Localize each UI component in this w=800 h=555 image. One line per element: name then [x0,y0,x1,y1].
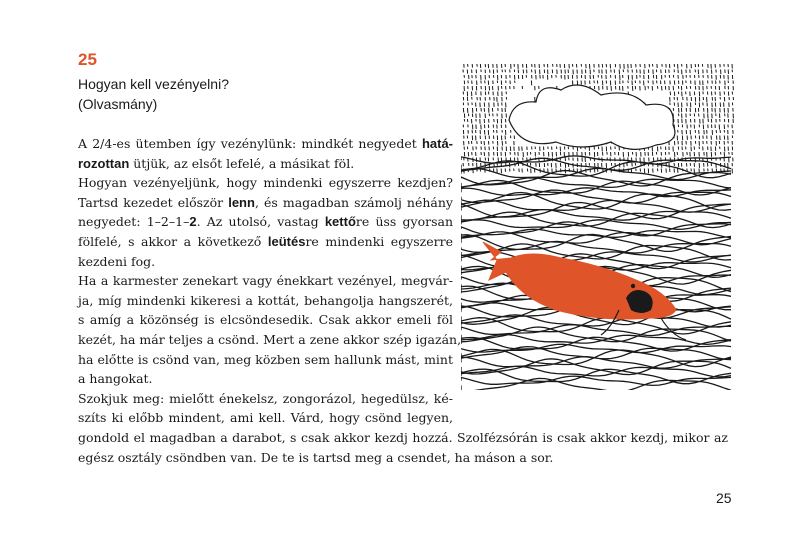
text-line [78,232,453,252]
text-run: negyedet: 1–2–1– [78,214,190,230]
text-line [78,173,453,193]
page-number: 25 [716,490,732,506]
text-line [78,252,453,272]
text-line [78,271,453,291]
bold-term: kettő [324,214,356,230]
text-run: A 2/4-es ütemben így vezénylünk: mindkét negyedet [78,136,422,151]
whale-on-waves-illustration [461,60,736,390]
bold-term: lenn [228,194,255,210]
text-run: . Az utolsó, vastag [196,214,325,230]
bold-term: leütés [267,233,306,249]
bold-term: hatá- [421,136,453,151]
text-line [78,193,453,213]
lesson-number: 25 [78,50,97,69]
text-run: re üss gyorsan [355,214,453,230]
text-line [78,350,453,370]
text-line [78,428,728,448]
lesson-title: Hogyan kell vezényelni? [78,76,229,92]
text-line [78,389,453,409]
bold-term: rozottan [78,155,130,171]
text-line [78,154,453,174]
text-run: re mindenki egyszerre [305,233,454,249]
text-line [78,448,728,468]
text-run: egész osztály csöndben van. De te is tartsd meg a csendet, ha máson a sor. [78,449,554,465]
text-run: a hangokat. [78,371,153,387]
text-line [78,310,453,330]
text-run: gondold el magadban a darabot, s csak akkor kezdj hozzá. Szolfézsórán is csak akkor kezdj, mikor az [78,429,728,445]
text-run: , és magadban számolj néhány [254,194,453,210]
text-line [78,134,453,154]
text-line [78,330,462,350]
lesson-subtitle: (Olvasmány) [78,96,158,112]
text-line [78,212,453,232]
text-line [78,408,453,428]
text-run: ja, míg mindenki kikeresi a kottát, behangolja hangszerét, [78,292,453,308]
text-run: szíts ki előbb mindent, ami kell. Várd, hogy csönd legyen, [78,410,453,426]
text-run: ha előtte is csönd van, meg közben sem hallunk mást, mint [78,351,453,367]
text-run: Ha a karmester zenekart vagy énekkart vezényel, megvár- [78,273,453,289]
text-run: s amíg a közönség is elcsöndesedik. Csak akkor emeli föl [78,312,453,328]
cloud-shape [509,85,675,149]
text-run: Hogyan vezényeljünk, hogy mindenki egyszerre kezdjen? [78,175,453,191]
whale-eye [631,284,635,288]
text-run: kezdeni fog. [78,253,156,269]
text-run: Tartsd kezedet először [78,194,229,210]
text-run: ütjük, az elsőt lefelé, a másikat föl. [129,155,355,171]
text-run: Szokjuk meg: mielőtt énekelsz, zongorázol, hegedülsz, ké- [78,390,453,406]
text-line [78,369,453,389]
text-run: kezét, ha már teljes a csönd. Mert a zene akkor szép igazán, [78,331,462,347]
text-line [78,291,453,311]
text-run: fölfelé, s akkor a következő [78,233,268,249]
bold-term: 2 [189,214,197,230]
